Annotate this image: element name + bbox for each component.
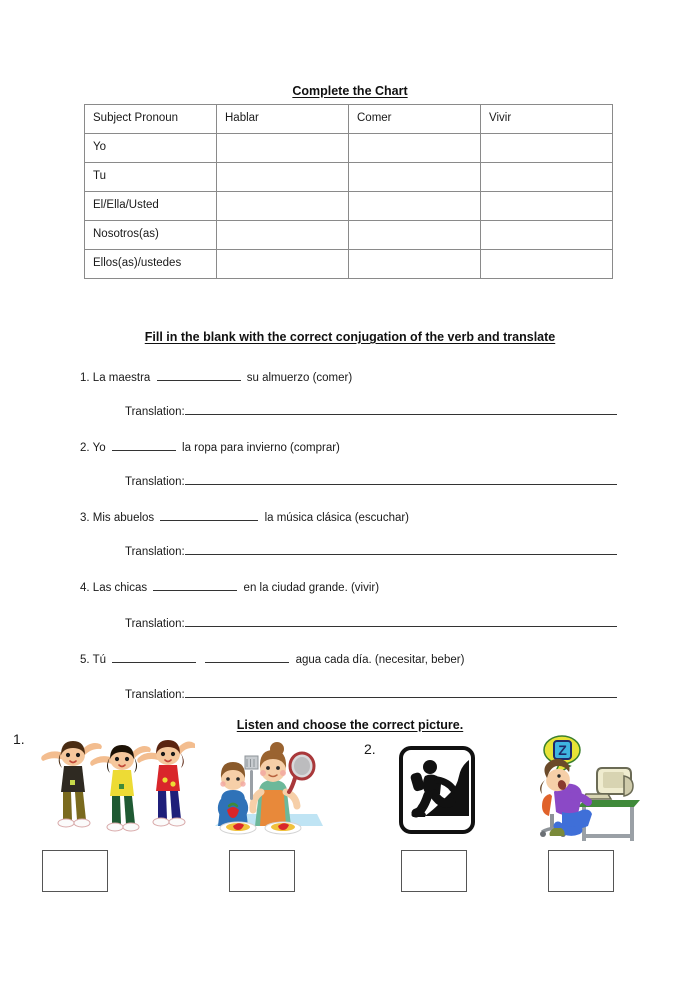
row-label-yo: Yo [85,134,217,163]
column-header-hablar: Hablar [217,105,349,134]
cell-ellos-comer[interactable] [349,250,481,279]
fib-item-4-number: 4. [80,582,90,594]
column-header-vivir: Vivir [481,105,613,134]
fib-item-1-blank[interactable] [157,369,241,381]
translation-input-3[interactable] [185,543,617,555]
row-label-nosotros: Nosotros(as) [85,221,217,250]
fib-item-5-after: agua cada día. (necesitar, beber) [295,654,465,666]
cell-tu-hablar[interactable] [217,163,349,192]
translation-label-3: Translation: [125,546,185,558]
cell-yo-vivir[interactable] [481,134,613,163]
fib-item-3-number: 3. [80,512,90,524]
picture-hiking-pictogram[interactable] [399,746,475,834]
fib-item-5-number: 5. [80,654,90,666]
cell-nosotros-comer[interactable] [349,221,481,250]
cell-nosotros-hablar[interactable] [217,221,349,250]
answer-box-1[interactable] [42,850,108,892]
fib-item-2-blank[interactable] [112,439,176,451]
picture-sleeping-at-computer[interactable] [528,734,643,846]
column-header-comer: Comer [349,105,481,134]
fib-item-1-after: su almuerzo (comer) [246,372,353,384]
translation-row-2 [125,473,617,489]
listening-section-heading: Listen and choose the correct picture. [236,718,464,732]
translation-row-5 [125,686,617,702]
fib-item-2-after: la ropa para invierno (comprar) [182,442,340,454]
fib-item-1 [80,369,352,385]
fib-item-3-before: Mis abuelos [92,512,155,524]
fib-item-3 [80,509,409,525]
cell-yo-comer[interactable] [349,134,481,163]
translation-label-2: Translation: [125,476,185,488]
fib-item-3-after: la música clásica (escuchar) [264,512,410,524]
answer-box-2[interactable] [229,850,295,892]
fib-item-2-before: Yo [92,442,106,454]
cell-yo-hablar[interactable] [217,134,349,163]
fib-item-4-after: en la ciudad grande. (vivir) [243,582,380,594]
answer-box-3[interactable] [401,850,467,892]
cell-tu-comer[interactable] [349,163,481,192]
picture-dancing-children[interactable] [30,736,195,846]
fib-item-2 [80,439,340,455]
translation-input-4[interactable] [185,615,617,627]
cell-tu-vivir[interactable] [481,163,613,192]
fib-item-4-blank[interactable] [153,579,237,591]
cell-nosotros-vivir[interactable] [481,221,613,250]
translation-input-1[interactable] [185,403,617,415]
cell-el-hablar[interactable] [217,192,349,221]
table-row [85,250,613,279]
translation-label-1: Translation: [125,406,185,418]
translation-label-4: Translation: [125,618,185,630]
table-row [85,163,613,192]
fib-item-5 [80,651,464,667]
speech-bubble-letter: Z [558,742,567,758]
row-label-tu: Tu [85,163,217,192]
conjugation-table [84,104,613,279]
cell-el-vivir[interactable] [481,192,613,221]
fib-item-4-before: Las chicas [92,582,148,594]
row-label-ellos-ustedes: Ellos(as)/ustedes [85,250,217,279]
picture-mother-cooking[interactable] [207,740,327,848]
translation-input-2[interactable] [185,473,617,485]
cell-ellos-hablar[interactable] [217,250,349,279]
column-header-subject-pronoun: Subject Pronoun [85,105,217,134]
table-row [85,221,613,250]
cell-el-comer[interactable] [349,192,481,221]
row-label-el-ella-usted: El/Ella/Usted [85,192,217,221]
table-row [85,192,613,221]
listening-group-2-number: 2. [364,741,376,757]
fib-item-4 [80,579,379,595]
cell-ellos-vivir[interactable] [481,250,613,279]
fib-item-3-blank[interactable] [160,509,258,521]
translation-row-4 [125,615,617,631]
translation-input-5[interactable] [185,686,617,698]
fib-item-5-blank-2[interactable] [205,651,289,663]
answer-box-4[interactable] [548,850,614,892]
chart-section-heading: Complete the Chart [292,84,408,98]
fib-item-1-before: La maestra [92,372,151,384]
fib-item-5-before: Tú [92,654,107,666]
fib-item-1-number: 1. [80,372,90,384]
fib-item-2-number: 2. [80,442,90,454]
translation-label-5: Translation: [125,689,185,701]
table-row [85,134,613,163]
listening-group-1-number: 1. [13,731,25,747]
table-header-row [85,105,613,134]
translation-row-3 [125,543,617,559]
translation-row-1 [125,403,617,419]
fib-item-5-blank-1[interactable] [112,651,196,663]
fill-in-blank-section-heading: Fill in the blank with the correct conjugation of the verb and translate [144,330,556,344]
